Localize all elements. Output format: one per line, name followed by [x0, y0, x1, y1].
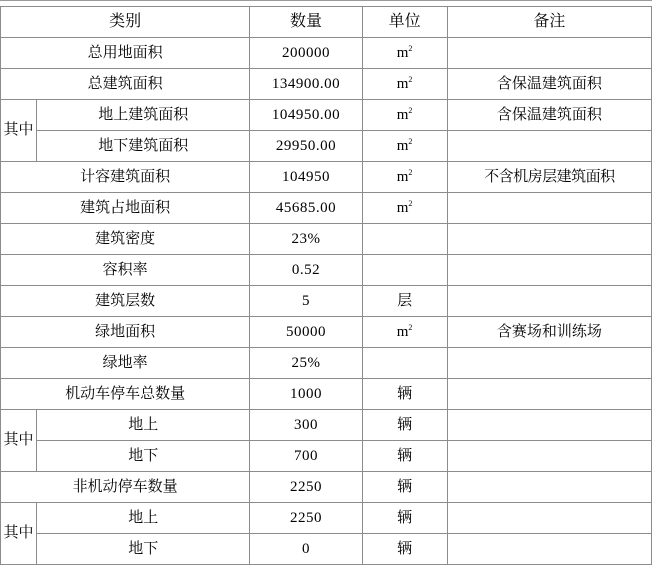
- row-label: 地上建筑面积: [37, 100, 250, 131]
- row-label: 建筑占地面积: [1, 193, 250, 224]
- table-row: [1, 193, 652, 224]
- row-unit: 辆: [362, 379, 447, 410]
- row-remark: [447, 348, 651, 379]
- unit-exponent: 2: [408, 322, 413, 332]
- row-label: 绿地率: [1, 348, 250, 379]
- column-header-remark: 备注: [447, 7, 651, 38]
- unit-meter: m: [396, 75, 409, 92]
- unit-exponent: 2: [408, 43, 413, 53]
- column-header-category: 类别: [1, 7, 250, 38]
- table-row: [1, 224, 652, 255]
- table-row: [1, 503, 652, 534]
- row-remark: 不含机房层建筑面积: [447, 162, 651, 193]
- row-remark: [447, 379, 651, 410]
- table-row: [1, 441, 652, 472]
- row-unit: 辆: [362, 472, 447, 503]
- row-quantity: 23%: [250, 224, 362, 255]
- unit-meter: m: [396, 199, 409, 216]
- row-unit: 辆: [362, 503, 447, 534]
- row-quantity: 700: [250, 441, 362, 472]
- row-label: 建筑密度: [1, 224, 250, 255]
- row-quantity: 50000: [250, 317, 362, 348]
- table-row: [1, 69, 652, 100]
- row-quantity: 29950.00: [250, 131, 362, 162]
- row-label: 地下: [37, 534, 250, 565]
- row-remark: [447, 441, 651, 472]
- unit-exponent: 2: [408, 136, 413, 146]
- row-label: 绿地面积: [1, 317, 250, 348]
- row-quantity: 300: [250, 410, 362, 441]
- row-remark: [447, 224, 651, 255]
- row-unit: [362, 317, 447, 348]
- unit-exponent: 2: [408, 74, 413, 84]
- row-label: 地下建筑面积: [37, 131, 250, 162]
- row-remark: 含保温建筑面积: [447, 69, 651, 100]
- row-unit: [362, 131, 447, 162]
- row-quantity: 45685.00: [250, 193, 362, 224]
- unit-exponent: 2: [408, 105, 413, 115]
- column-header-quantity: 数量: [250, 7, 362, 38]
- row-unit: [362, 224, 447, 255]
- row-quantity: 104950.00: [250, 100, 362, 131]
- table-row: [1, 38, 652, 69]
- table-row: [1, 162, 652, 193]
- row-quantity: 200000: [250, 38, 362, 69]
- row-label: 总建筑面积: [1, 69, 250, 100]
- row-label: 地上: [37, 410, 250, 441]
- table-row: [1, 379, 652, 410]
- table-row: [1, 286, 652, 317]
- row-unit: [362, 38, 447, 69]
- row-remark: [447, 286, 651, 317]
- row-unit: [362, 69, 447, 100]
- row-label: 建筑层数: [1, 286, 250, 317]
- row-quantity: 1000: [250, 379, 362, 410]
- row-remark: 含赛场和训练场: [447, 317, 651, 348]
- row-remark: [447, 534, 651, 565]
- table-row: [1, 472, 652, 503]
- economic-indicators-table: [0, 6, 652, 565]
- row-unit: 辆: [362, 441, 447, 472]
- unit-meter: m: [396, 168, 409, 185]
- row-remark: [447, 472, 651, 503]
- row-quantity: 104950: [250, 162, 362, 193]
- row-remark: [447, 255, 651, 286]
- row-remark: 含保温建筑面积: [447, 100, 651, 131]
- table-header: [1, 7, 652, 38]
- unit-exponent: 2: [408, 198, 413, 208]
- row-quantity: 134900.00: [250, 69, 362, 100]
- row-quantity: 25%: [250, 348, 362, 379]
- row-remark: [447, 503, 651, 534]
- unit-exponent: 2: [408, 167, 413, 177]
- table-row: [1, 100, 652, 131]
- row-remark: [447, 131, 651, 162]
- unit-meter: m: [396, 137, 409, 154]
- table-row: [1, 348, 652, 379]
- row-label: 地上: [37, 503, 250, 534]
- row-unit: 辆: [362, 534, 447, 565]
- column-header-unit: 单位: [362, 7, 447, 38]
- group-label-qizhong: 其中: [1, 100, 37, 162]
- row-label: 容积率: [1, 255, 250, 286]
- unit-meter: m: [396, 323, 409, 340]
- row-unit: [362, 162, 447, 193]
- row-unit: [362, 193, 447, 224]
- row-quantity: 0.52: [250, 255, 362, 286]
- table-row: [1, 131, 652, 162]
- table-row: [1, 255, 652, 286]
- group-label-qizhong: 其中: [1, 410, 37, 472]
- row-unit: [362, 348, 447, 379]
- row-remark: [447, 193, 651, 224]
- row-label: 非机动停车数量: [1, 472, 250, 503]
- row-unit: [362, 255, 447, 286]
- row-quantity: 2250: [250, 503, 362, 534]
- unit-meter: m: [396, 106, 409, 123]
- table-body: [1, 38, 652, 565]
- row-unit: 辆: [362, 410, 447, 441]
- table-header-row: [1, 7, 652, 38]
- row-quantity: 5: [250, 286, 362, 317]
- table-row: [1, 410, 652, 441]
- row-label: 地下: [37, 441, 250, 472]
- table-row: [1, 534, 652, 565]
- row-quantity: 0: [250, 534, 362, 565]
- row-label: 计容建筑面积: [1, 162, 250, 193]
- row-unit: 层: [362, 286, 447, 317]
- row-label: 总用地面积: [1, 38, 250, 69]
- row-remark: [447, 410, 651, 441]
- row-unit: [362, 100, 447, 131]
- table-row: [1, 317, 652, 348]
- group-label-qizhong: 其中: [1, 503, 37, 565]
- row-remark: [447, 38, 651, 69]
- row-label: 机动车停车总数量: [1, 379, 250, 410]
- row-quantity: 2250: [250, 472, 362, 503]
- unit-meter: m: [396, 44, 409, 61]
